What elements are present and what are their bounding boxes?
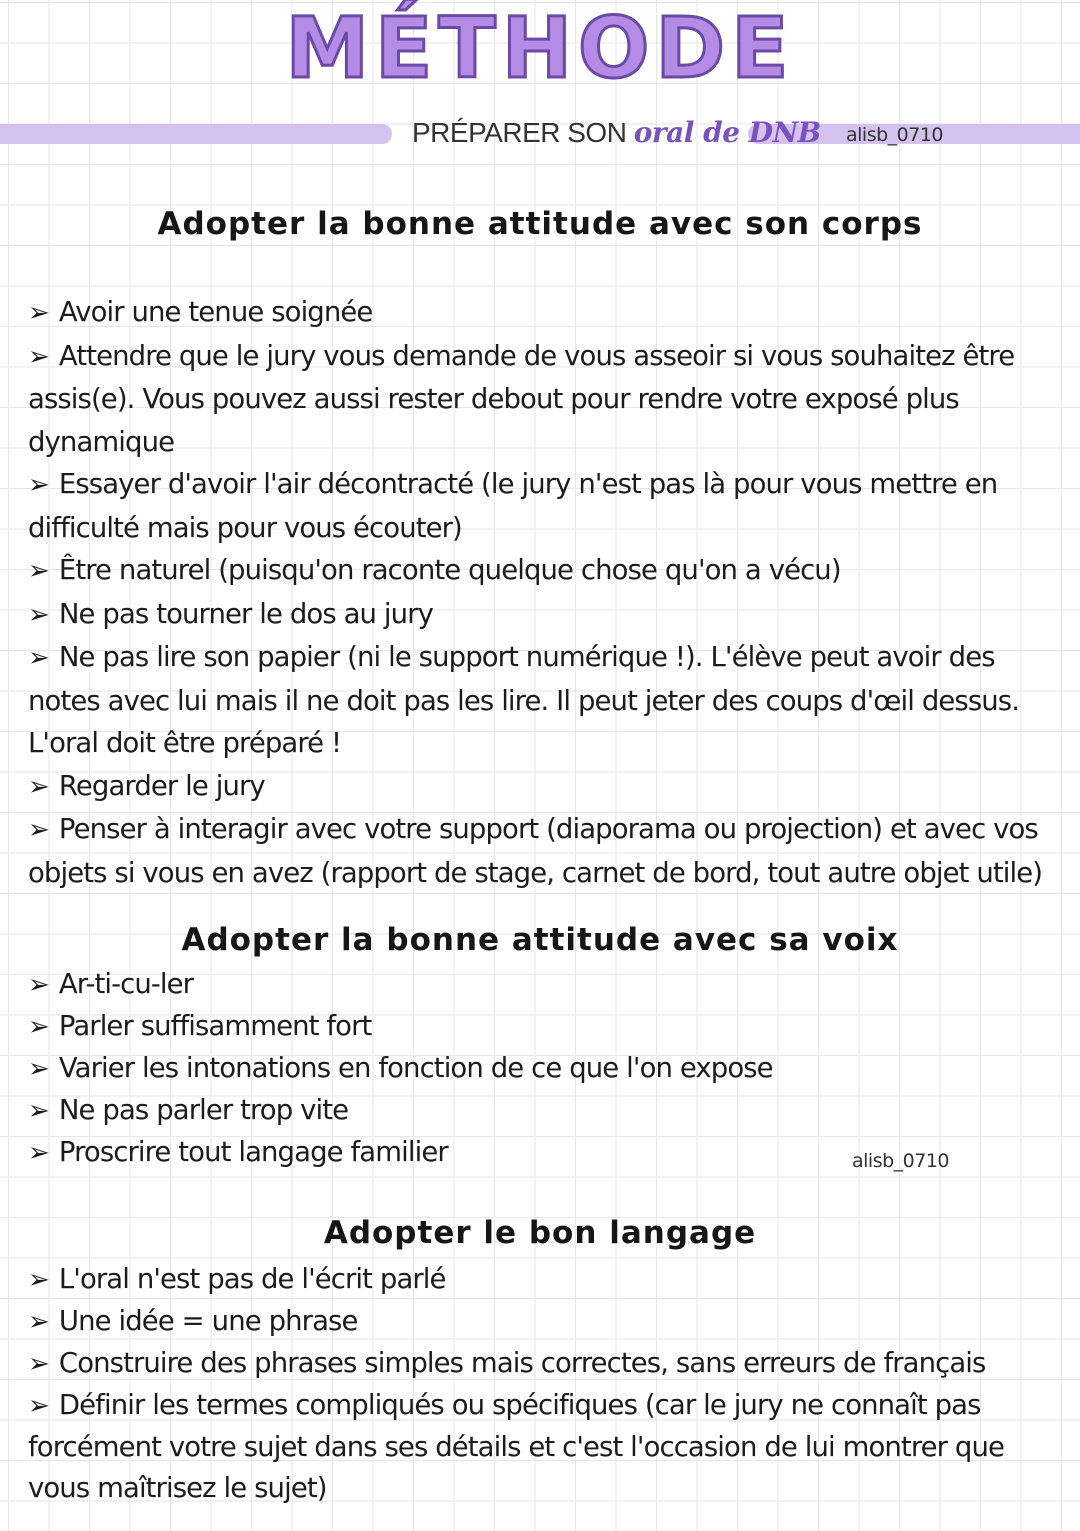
list-item-text: Ar-ti-cu-ler	[58, 968, 194, 1000]
list-item	[28, 964, 1068, 1006]
list-item-text: Avoir une tenue soignée	[58, 296, 373, 328]
page-subtitle	[412, 116, 821, 149]
decorative-bar-left	[0, 124, 392, 144]
list-item	[28, 291, 1068, 335]
list-item-text: Ne pas parler trop vite	[58, 1094, 349, 1126]
section-list-language	[28, 1259, 1068, 1509]
arrow-bullet-icon: ➢	[28, 298, 49, 328]
arrow-bullet-icon: ➢	[28, 771, 49, 802]
list-item-text: Une idée = une phrase	[58, 1305, 358, 1337]
list-item-text: Regarder le jury	[58, 769, 265, 802]
list-item-text: Penser à interagir avec votre support (diaporama ou projection) et avec vos objets si vous en avez (rapport de stage, carnet de bord, tout autre objet utile)	[28, 813, 1043, 889]
arrow-bullet-icon: ➢	[28, 1307, 49, 1337]
section-heading-body: Adopter la bonne attitude avec son corps	[157, 206, 923, 242]
list-item	[28, 1259, 1068, 1301]
subtitle-accent: oral de DNB	[633, 116, 821, 149]
list-item	[28, 1090, 1068, 1132]
arrow-bullet-icon: ➢	[28, 815, 49, 845]
arrow-bullet-icon: ➢	[28, 1054, 49, 1084]
arrow-bullet-icon: ➢	[28, 1391, 49, 1421]
page-title: MÉTHODE	[285, 0, 795, 97]
arrow-bullet-icon: ➢	[28, 970, 49, 1000]
section-list-voice	[28, 964, 1068, 1174]
list-item	[28, 765, 1068, 809]
list-item	[28, 549, 1068, 593]
watermark: alisb_0710	[852, 1150, 950, 1172]
list-item	[28, 1048, 1068, 1090]
watermark: alisb_0710	[846, 124, 944, 146]
section-heading-language: Adopter le bon langage	[323, 1215, 757, 1251]
arrow-bullet-icon: ➢	[28, 556, 49, 586]
list-item	[28, 1006, 1068, 1048]
section-heading-voice: Adopter la bonne attitude avec sa voix	[181, 922, 899, 958]
list-item	[28, 1343, 1068, 1385]
arrow-bullet-icon: ➢	[28, 470, 49, 500]
list-item-text: Ne pas lire son papier (ni le support numérique !). L'élève peut avoir des notes avec lui mais il ne doit pas les lire. Il peut jeter des coups d'œil dessus. L'oral doit être préparé !	[28, 641, 1020, 759]
list-item	[28, 593, 1068, 637]
subtitle-prefix: PRÉPARER SON	[412, 117, 627, 148]
list-item	[28, 1301, 1068, 1343]
list-item	[28, 636, 1068, 765]
list-item	[28, 1385, 1068, 1509]
list-item-text: Construire des phrases simples mais correctes, sans erreurs de français	[58, 1347, 986, 1379]
arrow-bullet-icon: ➢	[28, 1349, 49, 1379]
list-item-text: Essayer d'avoir l'air décontracté (le jury n'est pas là pour vous mettre en difficulté mais pour vous écouter)	[28, 468, 998, 544]
list-item-text: Parler suffisamment fort	[58, 1010, 372, 1042]
arrow-bullet-icon: ➢	[28, 599, 49, 630]
list-item	[28, 808, 1068, 894]
arrow-bullet-icon: ➢	[28, 1012, 49, 1042]
list-item	[28, 335, 1068, 464]
list-item-text: L'oral n'est pas de l'écrit parlé	[58, 1263, 446, 1295]
list-item-text: Définir les termes compliqués ou spécifiques (car le jury ne connaît pas forcément votre sujet dans ses détails et c'est l'occasion de lui montrer que vous maîtrisez le sujet)	[28, 1389, 1005, 1504]
arrow-bullet-icon: ➢	[28, 341, 49, 372]
arrow-bullet-icon: ➢	[28, 1138, 49, 1168]
section-list-body	[28, 291, 1068, 894]
arrow-bullet-icon: ➢	[28, 1265, 49, 1295]
list-item-text: Varier les intonations en fonction de ce que l'on expose	[58, 1052, 773, 1084]
list-item-text: Être naturel (puisqu'on raconte quelque chose qu'on a vécu)	[58, 554, 841, 586]
list-item	[28, 463, 1068, 549]
list-item-text: Attendre que le jury vous demande de vous asseoir si vous souhaitez être assis(e). Vous pouvez aussi rester debout pour rendre votre exposé plus dynamique	[28, 339, 1015, 458]
arrow-bullet-icon: ➢	[28, 1096, 49, 1126]
arrow-bullet-icon: ➢	[28, 643, 49, 673]
list-item-text: Proscrire tout langage familier	[58, 1136, 448, 1168]
list-item-text: Ne pas tourner le dos au jury	[58, 597, 433, 630]
